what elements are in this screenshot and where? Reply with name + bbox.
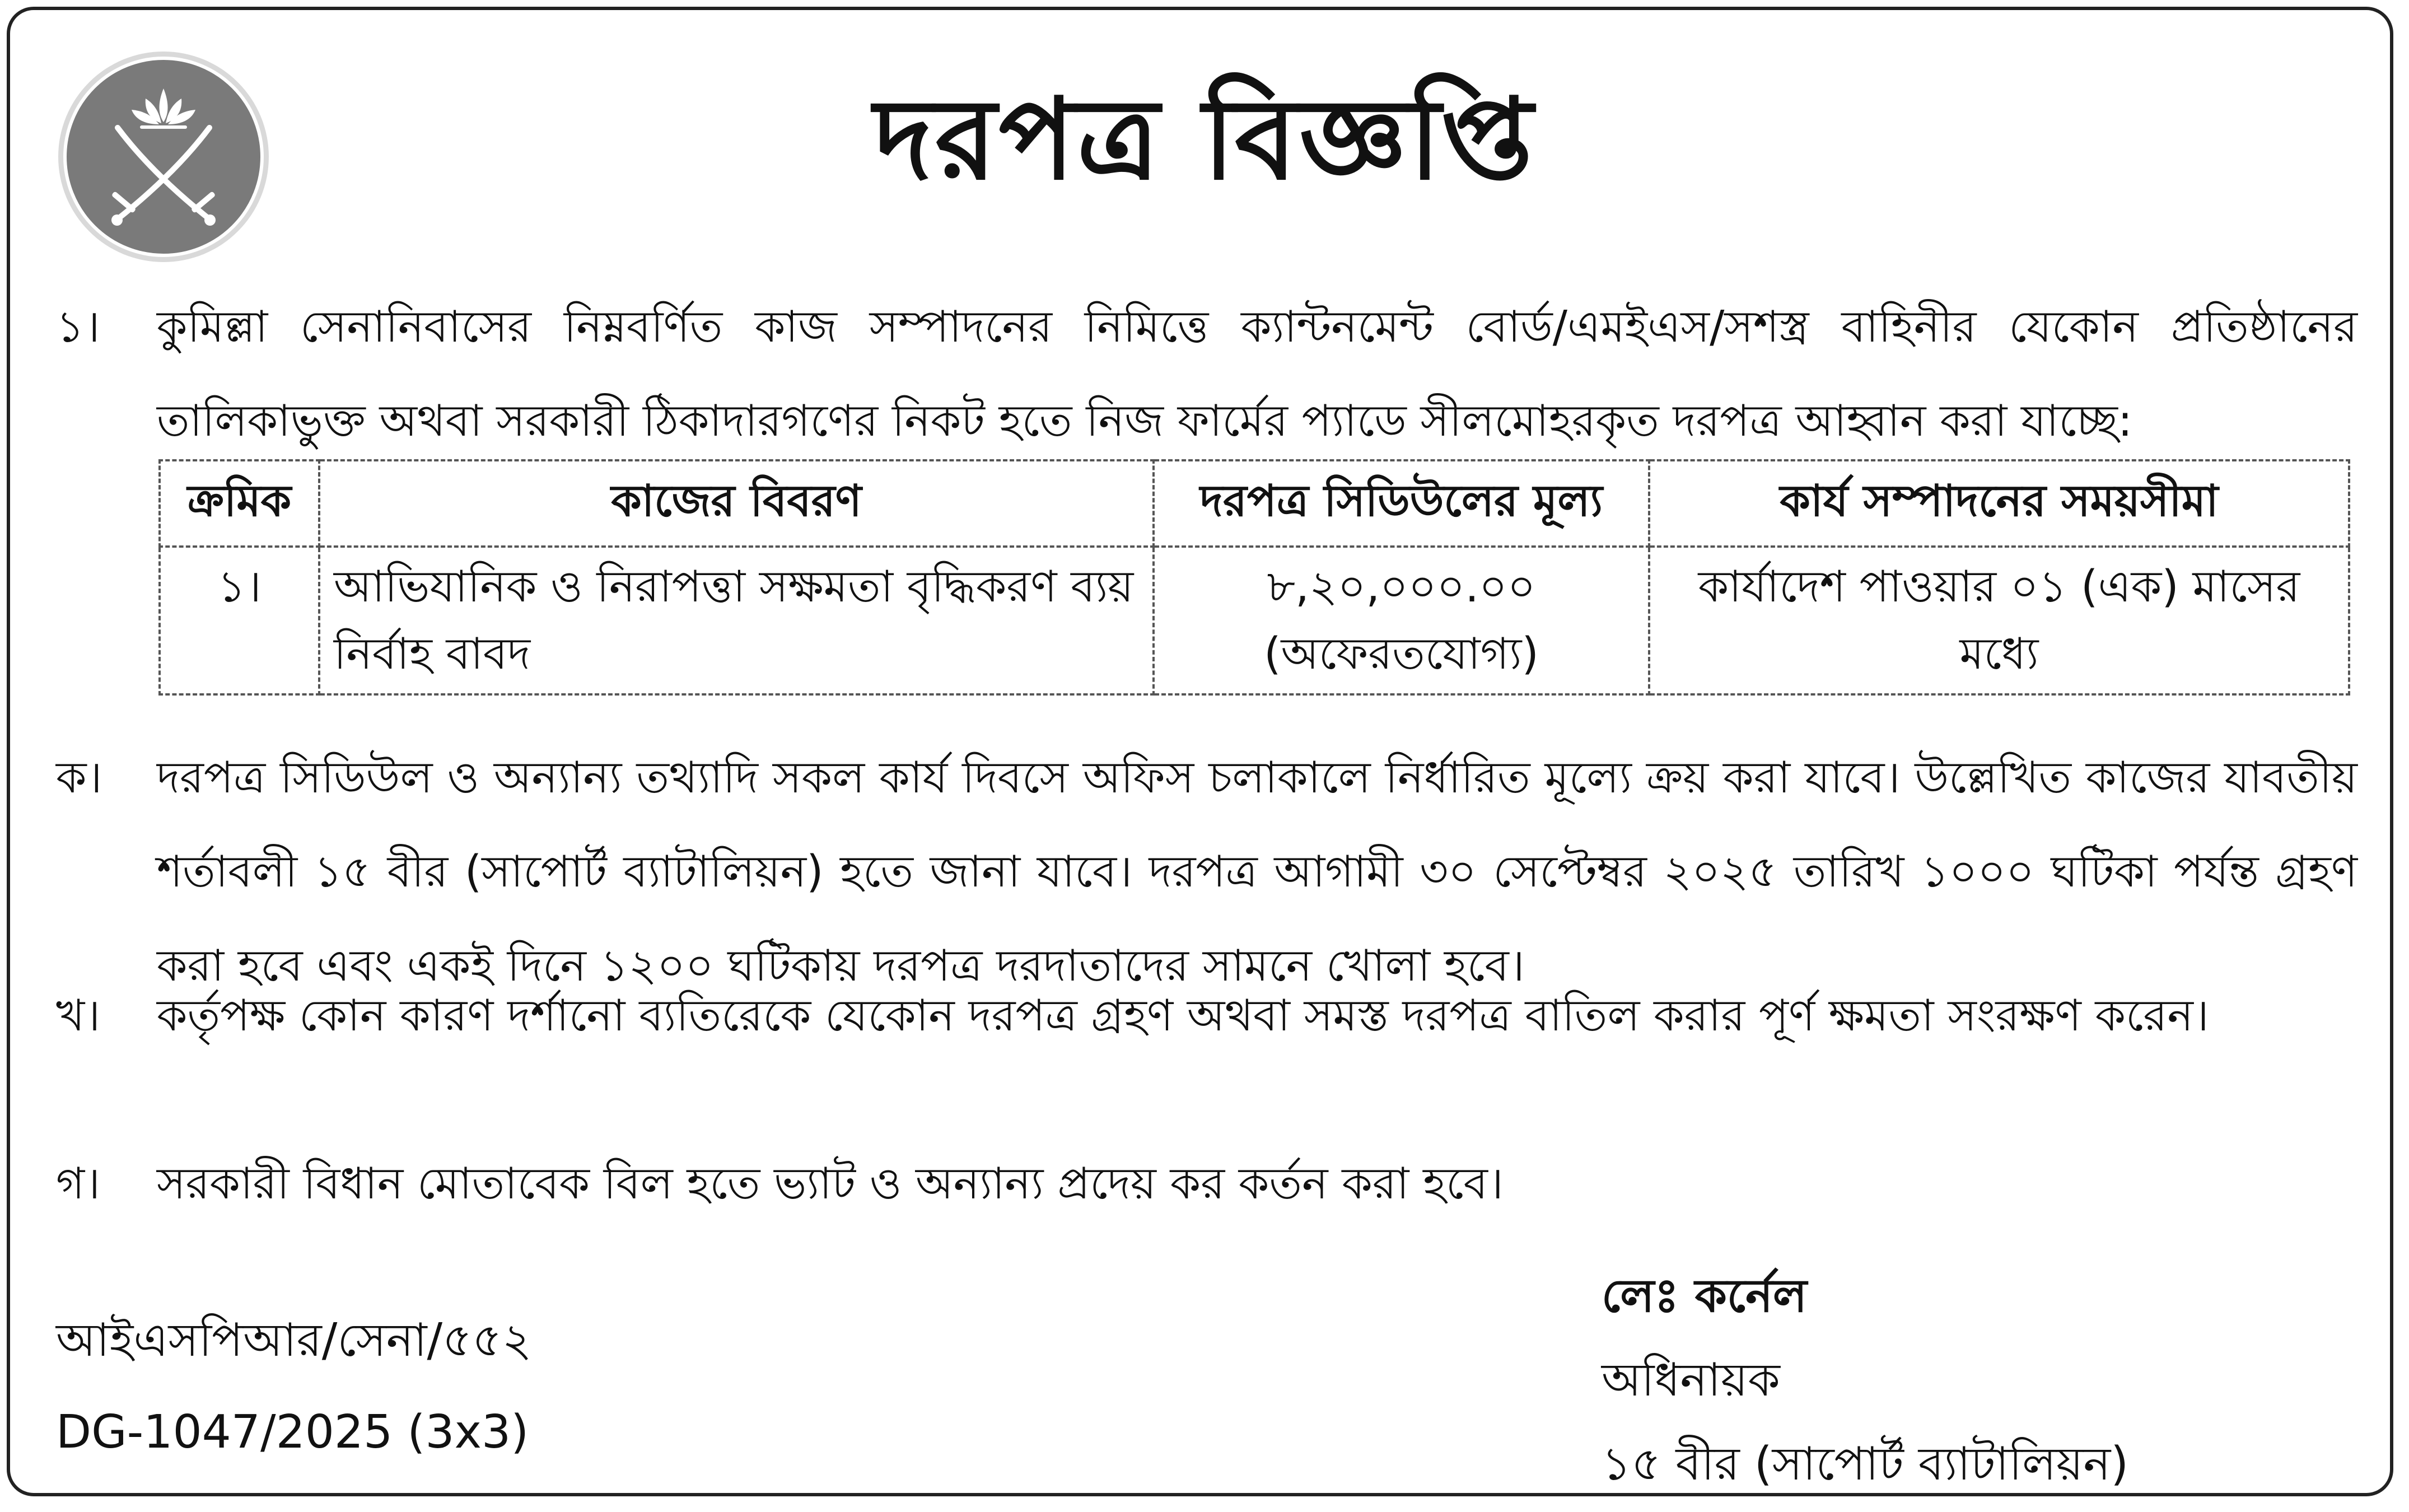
page-title: দরপত্র বিজ্ঞপ্তি [874,74,1535,205]
table-row [160,547,2349,694]
signature-block [1602,1254,2128,1506]
header-description: কাজের বিবরণ [319,460,1154,547]
signatory-designation: অধিনায়ক [1602,1354,1780,1407]
ispr-reference: আইএসপিআর/সেনা/৫৫২ [56,1314,532,1367]
clause-kha [56,969,2357,1063]
signatory-unit: ১৫ বীর (সাপোর্ট ব্যাটালিয়ন) [1602,1438,2129,1491]
price-note: (অফেরতযোগ্য) [1264,629,1539,679]
header-timeline: কার্য সম্পাদনের সময়সীমা [1649,460,2349,547]
intro-number: ১। [56,302,100,352]
cell-price [1154,547,1649,694]
cell-serial: ১। [160,547,319,694]
intro-text: কুমিল্লা সেনানিবাসের নিম্নবর্ণিত কাজ সম্পাদনের নিমিত্তে ক্যান্টনমেন্ট বোর্ড/এমইএস/সশস্ত্র বাহিনীর যেকোন প্রতিষ্ঠানের তালিকাভুক্ত অথবা সরকারী ঠিকাদারগণের নিকট হতে নিজ ফার্মের প্যাডে সীলমোহরকৃত দরপত্র আহ্বান করা যাচ্ছে: [157,302,2357,446]
clause-text: সরকারী বিধান মোতাবেক বিল হতে ভ্যাট ও অন্যান্য প্রদেয় কর কর্তন করা হবে। [157,1159,1504,1209]
clause-number: গ। [56,1159,101,1209]
clause-text: কর্তৃপক্ষ কোন কারণ দর্শানো ব্যতিরেকে যেকোন দরপত্র গ্রহণ অথবা সমস্ত দরপত্র বাতিল করার পূর্ণ ক্ষমতা সংরক্ষণ করেন। [157,991,2209,1041]
clause-number: ক। [56,753,102,803]
price-value: ৮,২০,০০০.০০ [1267,562,1536,612]
cell-timeline: কার্যাদেশ পাওয়ার ০১ (এক) মাসের মধ্যে [1649,547,2349,694]
tender-table [158,459,2350,696]
dg-reference: DG-1047/2025 (3x3) [56,1406,529,1459]
intro-paragraph [56,280,2357,468]
clause-ga [56,1137,2357,1231]
table-header-row [160,460,2349,547]
signatory-rank: লেঃ কর্নেল [1602,1270,1807,1323]
clause-text: দরপত্র সিডিউল ও অন্যান্য তথ্যাদি সকল কার্য দিবসে অফিস চলাকালে নির্ধারিত মূল্যে ক্রয় করা যাবে। উল্লেখিত কাজের যাবতীয় শর্তাবলী ১৫ বীর (সাপোর্ট ব্যাটালিয়ন) হতে জানা যাবে। দরপত্র আগামী ৩০ সেপ্টেম্বর ২০২৫ তারিখ ১০০০ ঘটিকা পর্যন্ত গ্রহণ করা হবে এবং একই দিনে ১২০০ ঘটিকায় দরপত্র দরদাতাদের সামনে খোলা হবে। [157,753,2357,991]
header-price: দরপত্র সিডিউলের মূল্য [1154,460,1649,547]
header-serial: ক্রমিক [160,460,319,547]
clause-number: খ। [56,991,101,1041]
cell-description: আভিযানিক ও নিরাপত্তা সক্ষমতা বৃদ্ধিকরণ ব্যয় নির্বাহ বাবদ [319,547,1154,694]
